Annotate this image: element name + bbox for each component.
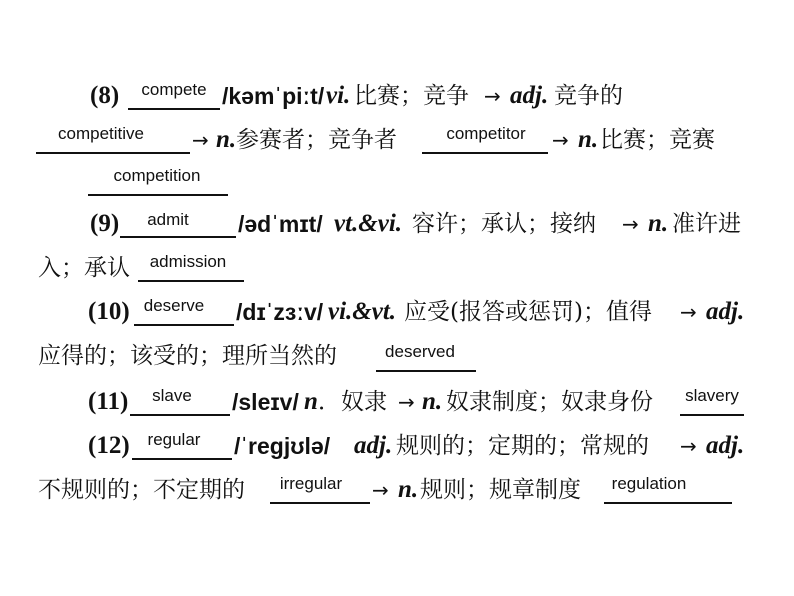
entry-number: (12) <box>88 432 130 459</box>
phonetic: /sleɪv/ <box>232 389 299 415</box>
answer-text: admission <box>149 252 227 271</box>
derived-noun-label: n. <box>422 388 443 415</box>
answer-text: admit <box>147 210 189 229</box>
meaning: 规则的；定期的；常规的 <box>396 433 649 459</box>
derived-adj-meaning: 不规则的；不定期的 <box>38 477 245 503</box>
derived-adj-label: adj. <box>706 298 745 325</box>
meaning: ．奴隶 <box>318 389 387 415</box>
entry-number: (8) <box>90 82 120 109</box>
phonetic: /ˈregjʊlə/ <box>234 433 331 459</box>
arrow-icon: → <box>680 434 697 458</box>
meaning: 容许；承认；接纳 <box>412 211 596 237</box>
answer-blank[interactable] <box>604 502 732 504</box>
derived-adj-label: adj. <box>706 432 745 459</box>
derived-noun-meaning: 规则；规章制度 <box>420 477 581 503</box>
answer-text: deserved <box>385 342 455 361</box>
phonetic: /kəmˈpiːt/ <box>222 83 325 109</box>
entry-number: (11) <box>88 388 129 415</box>
answer-text: compete <box>141 80 207 99</box>
answer-text: slave <box>152 386 192 405</box>
answer-text: slavery <box>685 386 739 405</box>
answer-text: regulation <box>611 474 687 493</box>
meaning: 比赛；竞争 <box>354 83 469 109</box>
derived-noun-meaning: 奴隶制度；奴隶身份 <box>446 389 653 415</box>
answer-blank[interactable] <box>132 458 232 460</box>
answer-blank[interactable] <box>36 152 190 154</box>
answer-blank[interactable] <box>128 108 220 110</box>
derived-adj-meaning: 竞争的 <box>554 83 623 109</box>
answer-blank[interactable] <box>680 414 744 416</box>
answer-text: competition <box>113 166 201 185</box>
derived-noun-meaning: 入；承认 <box>38 255 130 281</box>
arrow-icon: → <box>398 390 415 414</box>
derived-noun-meaning: 参赛者；竞争者 <box>236 127 397 153</box>
answer-blank[interactable] <box>120 236 236 238</box>
arrow-icon: → <box>372 478 389 502</box>
answer-blank[interactable] <box>88 194 228 196</box>
derived-adj-label: adj. <box>510 82 549 109</box>
derived-noun-label: n. <box>216 126 237 153</box>
arrow-icon: → <box>484 84 501 108</box>
part-of-speech: vt.&vi. <box>334 210 403 237</box>
answer-text: competitor <box>446 124 526 143</box>
derived-noun-meaning: 比赛；竞赛 <box>600 127 715 153</box>
part-of-speech: n <box>304 388 318 415</box>
entry-number: (9) <box>90 210 120 237</box>
part-of-speech: adj. <box>354 432 393 459</box>
answer-text: irregular <box>279 474 343 493</box>
arrow-icon: → <box>552 128 569 152</box>
answer-blank[interactable] <box>134 324 234 326</box>
answer-blank[interactable] <box>376 370 476 372</box>
derived-noun-label: n. <box>648 210 669 237</box>
answer-blank[interactable] <box>130 414 230 416</box>
answer-text: deserve <box>143 296 205 315</box>
phonetic: /ədˈmɪt/ <box>238 211 323 237</box>
answer-blank[interactable] <box>270 502 370 504</box>
derived-noun-meaning: 准许进 <box>672 211 741 237</box>
part-of-speech: vi. <box>326 82 351 109</box>
derived-noun-label: n. <box>398 476 419 503</box>
derived-adj-meaning: 应得的；该受的；理所当然的 <box>38 343 337 369</box>
answer-blank[interactable] <box>138 280 244 282</box>
arrow-icon: → <box>192 128 209 152</box>
arrow-icon: → <box>680 300 697 324</box>
part-of-speech: vi.&vt. <box>328 298 397 325</box>
derived-noun-label: n. <box>578 126 599 153</box>
answer-text: regular <box>147 430 201 449</box>
phonetic: /dɪˈzɜːv/ <box>236 299 324 325</box>
arrow-icon: → <box>622 212 639 236</box>
entry-number: (10) <box>88 298 130 325</box>
answer-blank[interactable] <box>422 152 548 154</box>
meaning: 应受(报答或惩罚)；值得 <box>404 299 652 325</box>
answer-text: competitive <box>58 124 144 143</box>
